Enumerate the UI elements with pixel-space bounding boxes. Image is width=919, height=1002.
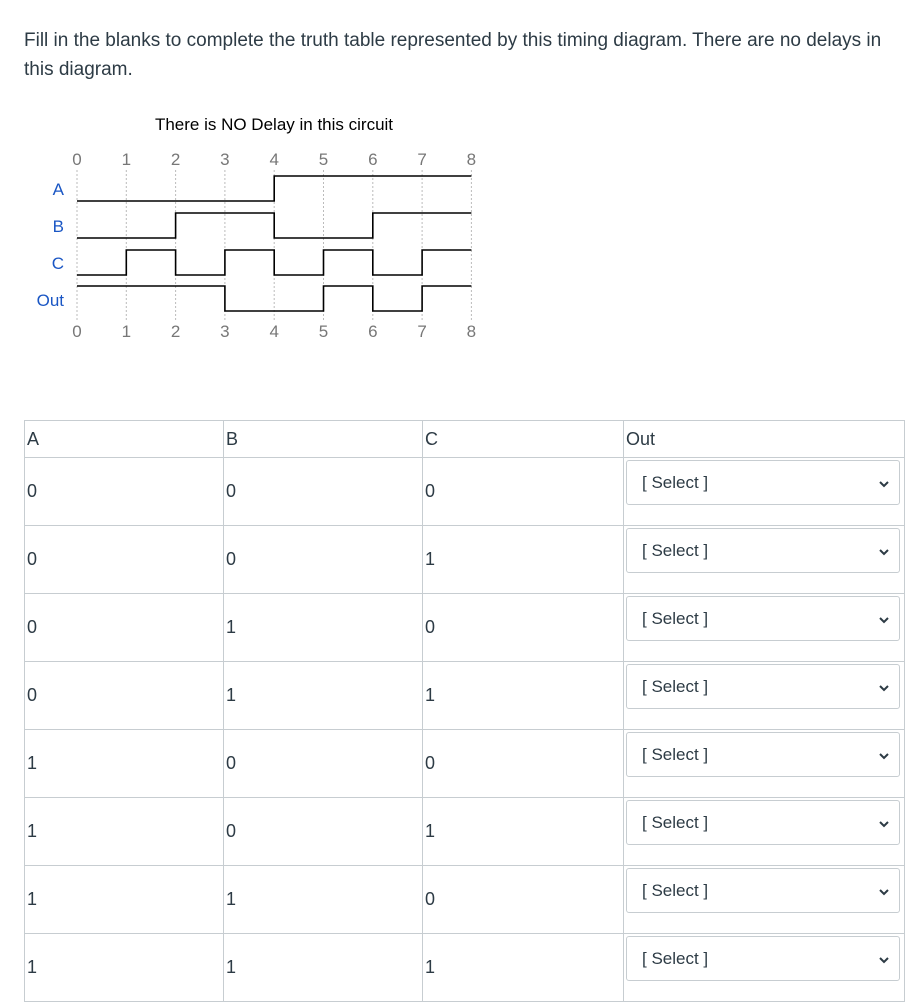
table-row	[25, 730, 905, 798]
chevron-down-icon	[877, 749, 891, 763]
signal-trace-c	[77, 250, 471, 275]
select-label: [ Select ]	[642, 881, 709, 900]
time-tick-label: 1	[121, 322, 132, 341]
truth-table	[24, 420, 905, 1002]
select-label: [ Select ]	[642, 473, 709, 492]
header-c: C	[423, 421, 624, 458]
cell-b: 1	[224, 934, 423, 1002]
chevron-down-icon	[877, 953, 891, 967]
table-row	[25, 458, 905, 526]
table-header-row	[25, 421, 905, 458]
cell-a: 0	[25, 594, 224, 662]
timing-diagram	[0, 104, 520, 354]
time-tick-label: 4	[269, 322, 279, 341]
top-time-axis	[72, 150, 476, 169]
signal-label-a: A	[52, 180, 64, 199]
chevron-down-icon	[877, 885, 891, 899]
signal-trace-a	[77, 176, 471, 201]
cell-out	[624, 662, 905, 730]
time-tick-label: 6	[368, 322, 378, 341]
chevron-down-icon	[877, 545, 891, 559]
question-text: Fill in the blanks to complete the truth table represented by this timing diagram. There are no delays in this diagram.	[24, 30, 882, 80]
time-tick-label: 8	[466, 322, 477, 341]
signal-label-out: Out	[36, 291, 64, 310]
table-row	[25, 798, 905, 866]
cell-a: 1	[25, 730, 224, 798]
cell-c: 0	[423, 458, 624, 526]
cell-out	[624, 730, 905, 798]
cell-out	[624, 458, 905, 526]
header-out: Out	[624, 421, 905, 458]
time-tick-label: 2	[170, 150, 181, 169]
select-label: [ Select ]	[642, 813, 709, 832]
diagram-title: There is NO Delay in this circuit	[154, 115, 394, 134]
cell-c: 1	[423, 934, 624, 1002]
table-row	[25, 594, 905, 662]
out-select[interactable]	[626, 800, 900, 845]
out-select[interactable]	[626, 936, 900, 981]
cell-b: 0	[224, 798, 423, 866]
cell-b: 1	[224, 594, 423, 662]
cell-out	[624, 934, 905, 1002]
signal-label-b: B	[52, 217, 64, 236]
out-select[interactable]	[626, 460, 900, 505]
cell-a: 1	[25, 866, 224, 934]
chevron-down-icon	[877, 477, 891, 491]
time-tick-label: 7	[417, 150, 427, 169]
cell-out	[624, 594, 905, 662]
select-label: [ Select ]	[642, 541, 709, 560]
time-tick-label: 2	[170, 322, 181, 341]
time-tick-label: 7	[417, 322, 427, 341]
chevron-down-icon	[877, 613, 891, 627]
cell-c: 1	[423, 798, 624, 866]
table-row	[25, 662, 905, 730]
cell-a: 1	[25, 934, 224, 1002]
cell-c: 0	[423, 730, 624, 798]
cell-c: 1	[423, 526, 624, 594]
chevron-down-icon	[877, 817, 891, 831]
time-tick-label: 1	[121, 150, 132, 169]
time-tick-label: 6	[368, 150, 378, 169]
signal-trace-b	[77, 213, 471, 238]
table-row	[25, 934, 905, 1002]
time-tick-label: 0	[72, 322, 82, 341]
time-tick-label: 8	[466, 150, 477, 169]
cell-a: 0	[25, 662, 224, 730]
time-tick-label: 3	[220, 322, 230, 341]
time-tick-label: 5	[318, 150, 329, 169]
cell-b: 0	[224, 730, 423, 798]
cell-a: 1	[25, 798, 224, 866]
time-tick-label: 0	[72, 150, 82, 169]
cell-c: 0	[423, 594, 624, 662]
cell-b: 1	[224, 866, 423, 934]
signal-label-c: C	[51, 254, 64, 273]
cell-b: 1	[224, 662, 423, 730]
cell-a: 0	[25, 458, 224, 526]
time-tick-label: 5	[318, 322, 329, 341]
out-select[interactable]	[626, 732, 900, 777]
time-tick-label: 4	[269, 150, 279, 169]
select-label: [ Select ]	[642, 949, 709, 968]
cell-b: 0	[224, 458, 423, 526]
table-row	[25, 526, 905, 594]
select-label: [ Select ]	[642, 677, 709, 696]
out-select[interactable]	[626, 868, 900, 913]
cell-a: 0	[25, 526, 224, 594]
cell-b: 0	[224, 526, 423, 594]
select-label: [ Select ]	[642, 745, 709, 764]
cell-c: 0	[423, 866, 624, 934]
out-select[interactable]	[626, 596, 900, 641]
table-row	[25, 866, 905, 934]
out-select[interactable]	[626, 664, 900, 709]
cell-c: 1	[423, 662, 624, 730]
header-b: B	[224, 421, 423, 458]
cell-out	[624, 526, 905, 594]
chevron-down-icon	[877, 681, 891, 695]
select-label: [ Select ]	[642, 609, 709, 628]
bottom-time-axis	[72, 322, 476, 341]
cell-out	[624, 798, 905, 866]
header-a: A	[25, 421, 224, 458]
cell-out	[624, 866, 905, 934]
time-tick-label: 3	[220, 150, 230, 169]
out-select[interactable]	[626, 528, 900, 573]
